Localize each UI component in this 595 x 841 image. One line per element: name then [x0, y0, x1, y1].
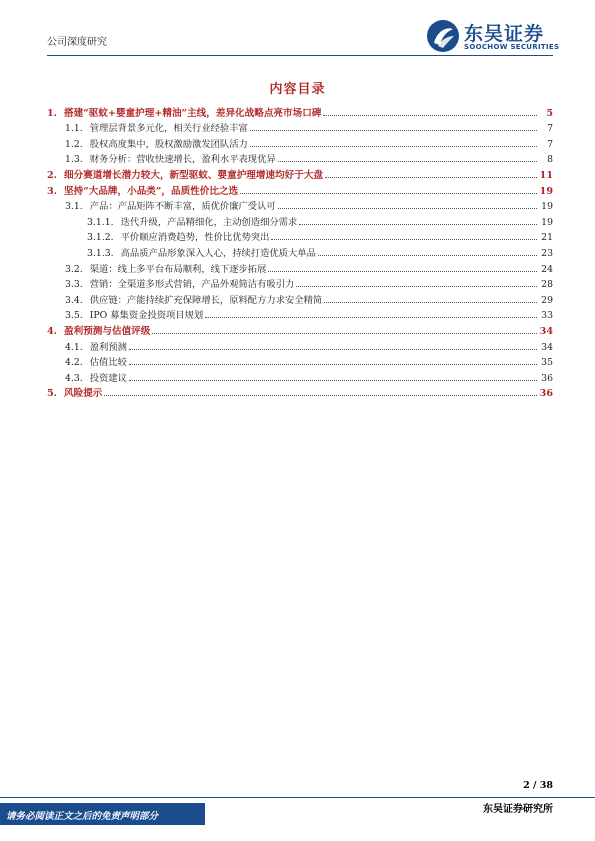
toc-entry-page: 19: [539, 185, 553, 197]
toc-entry-number: 3.1.2.: [87, 232, 114, 244]
toc-entry-title: 股权高度集中，股权激励激发团队活力: [89, 138, 248, 150]
toc-leader-dots: [323, 115, 537, 116]
toc-leader-dots: [278, 208, 537, 209]
toc-entry[interactable]: [47, 259, 553, 275]
soochow-logo: [426, 19, 560, 55]
toc-entry[interactable]: [47, 243, 553, 259]
toc-entry[interactable]: [47, 353, 553, 369]
toc-entry[interactable]: [47, 337, 553, 353]
toc-entry-number: 1.1.: [65, 123, 83, 135]
toc-entry-title: IPO 募集资金投资项目规划: [89, 310, 204, 322]
toc-entry-page: 19: [541, 201, 553, 213]
toc-entry[interactable]: [47, 228, 553, 244]
toc-entry-number: 4.1.: [65, 341, 83, 353]
toc-entry-number: 1.3.: [65, 154, 83, 166]
toc-entry-page: 36: [539, 388, 553, 400]
toc-entry-title: 风险提示: [64, 388, 103, 400]
toc-title: 内容目录: [269, 82, 326, 97]
toc-entry-title: 财务分析：营收快速增长，盈利水平表现优异: [89, 154, 276, 166]
toc-leader-dots: [104, 395, 537, 396]
toc-entry-title: 投资建议: [89, 372, 127, 384]
toc-entry-page: 34: [539, 325, 553, 337]
toc-entry-number: 3.4.: [65, 294, 83, 306]
toc-entry-title: 估值比较: [89, 357, 127, 369]
toc-entry-page: 21: [541, 232, 553, 244]
toc-entry-number: 1.2.: [65, 138, 83, 150]
toc-entry-number: 4.3.: [65, 372, 83, 384]
toc-leader-dots: [299, 224, 537, 225]
table-of-contents: [47, 103, 553, 399]
toc-leader-dots: [296, 286, 537, 287]
toc-leader-dots: [250, 146, 537, 147]
toc-entry-page: 36: [541, 372, 553, 384]
toc-entry-title: 盈利预测: [89, 341, 127, 353]
toc-entry-title: 细分赛道增长潜力较大，新型驱蚊、婴童护理增速均好于大盘: [64, 169, 324, 181]
toc-entry[interactable]: [47, 368, 553, 384]
toc-entry[interactable]: [47, 197, 553, 213]
toc-entry-number: 4.2.: [65, 357, 83, 369]
toc-entry-page: 33: [541, 310, 553, 322]
toc-entry-title: 平价顺应消费趋势，性价比优势突出: [120, 232, 270, 244]
toc-leader-dots: [129, 349, 537, 350]
toc-entry-page: 11: [539, 169, 553, 181]
toc-entry-number: 1.: [47, 107, 58, 119]
toc-leader-dots: [324, 302, 537, 303]
toc-entry-page: 5: [546, 107, 553, 119]
toc-entry[interactable]: [47, 134, 553, 150]
toc-entry[interactable]: [47, 119, 553, 135]
toc-entry-number: 3.5.: [65, 310, 83, 322]
toc-entry[interactable]: [47, 321, 553, 337]
toc-leader-dots: [250, 130, 537, 131]
toc-leader-dots: [268, 271, 537, 272]
institute-name: 东吴证券研究所: [483, 804, 553, 815]
toc-entry-page: 23: [541, 247, 553, 259]
toc-entry-number: 3.: [47, 185, 58, 197]
toc-leader-dots: [129, 380, 537, 381]
soochow-logo-icon: [426, 19, 460, 53]
toc-entry-title: 管理层背景多元化，相关行业经验丰富: [89, 123, 248, 135]
toc-entry-title: 搭建“驱蚊+婴童护理+精油”主线，差异化战略点亮市场口碑: [64, 107, 322, 119]
toc-entry-title: 渠道：线上多平台布局顺利，线下逐步拓展: [89, 263, 267, 275]
page-number: 2 / 38: [523, 780, 553, 791]
footer-divider: [0, 797, 595, 798]
toc-leader-dots: [129, 364, 537, 365]
toc-entry-number: 3.3.: [65, 279, 83, 291]
toc-entry[interactable]: [47, 306, 553, 322]
toc-leader-dots: [205, 317, 537, 318]
toc-entry-title: 盈利预测与估值评级: [64, 325, 151, 337]
toc-leader-dots: [240, 193, 537, 194]
toc-entry-title: 营销：全渠道多形式营销，产品外观简洁有吸引力: [89, 279, 295, 291]
toc-entry-number: 5.: [47, 388, 58, 400]
toc-entry-title: 产品：产品矩阵不断丰富，质优价廉广受认可: [89, 201, 276, 213]
toc-leader-dots: [278, 161, 537, 162]
toc-entry-number: 3.1.3.: [87, 247, 114, 259]
toc-entry-page: 28: [541, 279, 553, 291]
toc-leader-dots: [318, 255, 537, 256]
toc-entry-number: 3.1.: [65, 201, 83, 213]
toc-entry-title: 高品质产品形象深入人心，持续打造优质大单品: [120, 247, 316, 259]
toc-leader-dots: [271, 239, 537, 240]
toc-entry-page: 7: [547, 123, 553, 135]
toc-entry[interactable]: [47, 165, 553, 181]
toc-entry-title: 供应链：产能持续扩充保障增长，原料配方力求安全精简: [89, 294, 323, 306]
logo-english-name: SOOCHOW SECURITIES: [464, 43, 560, 51]
toc-entry-page: 29: [541, 294, 553, 306]
toc-entry-title: 迭代升级，产品精细化，主动创造细分需求: [120, 216, 298, 228]
toc-entry[interactable]: [47, 384, 553, 400]
toc-entry-page: 19: [541, 216, 553, 228]
toc-entry[interactable]: [47, 150, 553, 166]
toc-entry-page: 35: [541, 357, 553, 369]
disclaimer-banner: 请务必阅读正文之后的免责声明部分: [0, 803, 205, 825]
logo-chinese-name: 东吴证券: [464, 23, 545, 45]
toc-entry-number: 2.: [47, 169, 58, 181]
toc-entry[interactable]: [47, 181, 553, 197]
toc-entry[interactable]: [47, 212, 553, 228]
toc-entry[interactable]: [47, 290, 553, 306]
header-divider: [47, 55, 553, 56]
toc-entry-number: 3.2.: [65, 263, 83, 275]
toc-entry[interactable]: [47, 275, 553, 291]
toc-leader-dots: [325, 177, 537, 178]
toc-entry-page: 24: [541, 263, 553, 275]
toc-leader-dots: [152, 333, 537, 334]
toc-entry-number: 3.1.1.: [87, 216, 114, 228]
toc-entry-number: 4.: [47, 325, 58, 337]
document-type-label: 公司深度研究: [47, 37, 107, 48]
toc-entry-page: 34: [541, 341, 553, 353]
toc-entry-page: 8: [547, 154, 553, 166]
toc-entry-page: 7: [547, 138, 553, 150]
toc-entry[interactable]: [47, 103, 553, 119]
toc-entry-title: 坚持“大品牌，小品类”，品质性价比之选: [64, 185, 239, 197]
